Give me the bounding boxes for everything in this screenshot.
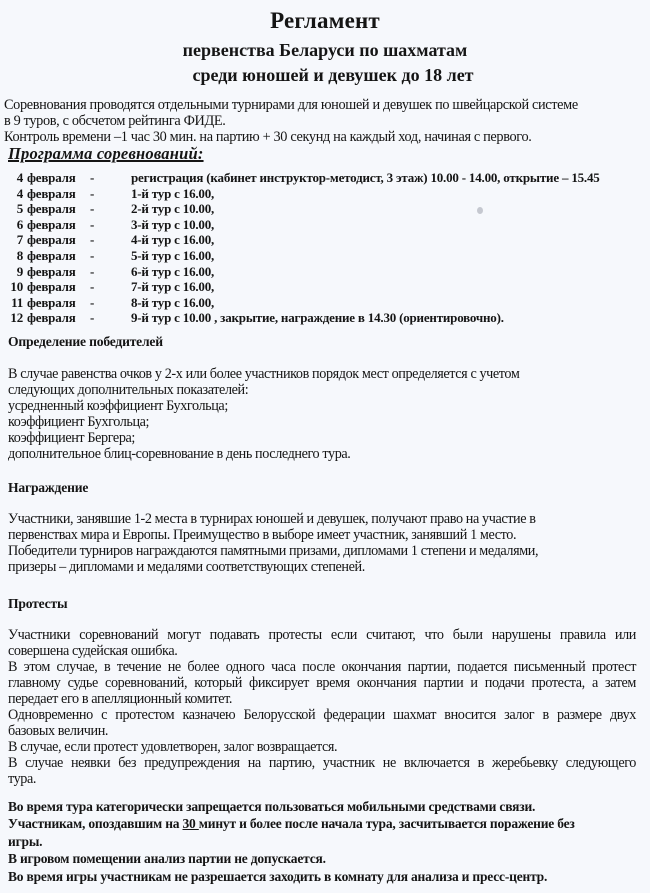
schedule-month: февраля [27,170,76,185]
schedule-event: 2-й тур с 10.00, [131,201,215,217]
winners-paragraph [8,366,638,462]
schedule-event: 3-й тур с 10.00, [131,216,215,232]
schedule-dash: - [90,263,95,279]
schedule-day: 7 [16,232,23,248]
schedule-dash: - [90,232,95,248]
schedule-dash: - [90,216,95,232]
schedule-row [0,232,650,248]
protests-line: главному судье соревнований, который фиксирует время окончания партии и подачи протеста, а затем [8,675,636,691]
schedule-row [0,248,650,264]
schedule-event: 9-й тур с 10.00 , закрытие, награждение в 14.30 (ориентировочно). [131,310,504,326]
schedule-dash: - [90,294,95,310]
schedule-event: 4-й тур с 16.00, [131,232,215,248]
awards-line: первенствах мира и Европы. Преимущество в выборе имеет участник, занявший 1 место. [8,527,517,543]
winners-line: дополнительное блиц-соревнование в день последнего тура. [8,446,351,462]
schedule-dash: - [90,247,95,263]
schedule-event: 5-й тур с 16.00, [131,247,215,263]
schedule-event: 7-й тур с 16.00, [131,279,215,295]
intro-line: Соревнования проводятся отдельными турнирами для юношей и девушек по швейцарской системе [4,97,578,113]
schedule-month: февраля [27,201,76,217]
awards-line: Победители турниров награждаются памятными призами, дипломами 1 степени и медалями, [8,543,539,559]
schedule-dash: - [90,310,95,326]
awards-line: призеры – дипломами и медалями соответствующих степеней. [8,559,365,575]
protests-paragraph [8,627,638,787]
protests-line: В случае неявки без предупреждения на партию, участник не включается в жеребьевку следующего [8,755,636,771]
schedule-day: 9 [16,263,23,279]
schedule-dash: - [90,170,95,185]
schedule-row [0,310,650,326]
schedule-row [0,186,650,202]
rule-line: Во время игры участникам не разрешается заходить в комнату для анализа и пресс-центр. [8,868,548,884]
schedule-event: 6-й тур с 16.00, [131,263,215,279]
schedule-row [0,217,650,233]
schedule-event: 1-й тур с 16.00, [131,185,215,201]
schedule-month: февраля [27,310,76,326]
rule-text: Участникам, опоздавшим на [8,816,183,832]
document-subtitle-line2: среди юношей и девушек до 18 лет [192,65,474,85]
protests-line: совершена судейская ошибка. [8,643,178,659]
schedule-row [0,295,650,311]
schedule-row [0,264,650,280]
rule-line [8,815,643,832]
intro-line: в 9 туров, с обсчетом рейтинга ФИДЕ. [4,113,226,129]
schedule-row [0,201,650,217]
schedule-list [0,170,650,326]
schedule-month: февраля [27,294,76,310]
intro-paragraph [4,97,644,145]
schedule-month: февраля [27,232,76,248]
intro-line: Контроль времени –1 час 30 мин. на партию + 30 секунд на каждый ход, начиная с первого. [4,129,532,145]
document-subtitle-line1: первенства Беларуси по шахматам [182,40,468,60]
winners-line: следующих дополнительных показателей: [8,382,249,398]
schedule-dash: - [90,201,95,217]
schedule-dash: - [90,185,95,201]
schedule-row [0,170,650,186]
schedule-month: февраля [27,185,76,201]
winners-line: усредненный коэффициент Бухгольца; [8,398,228,414]
schedule-day: 10 [10,279,23,295]
schedule-row [0,279,650,295]
protests-heading: Протесты [8,596,68,611]
protests-line: базовых величин. [8,723,109,739]
awards-paragraph [8,511,638,575]
protests-line: передает его в апелляционный комитет. [8,691,233,707]
schedule-day: 4 [16,185,23,201]
awards-heading: Награждение [8,480,89,495]
protests-line: Участники соревнований могут подавать протесты если считают, что были нарушены правила или [8,627,636,643]
schedule-month: февраля [27,263,76,279]
protests-line: Одновременно с протестом казначею Белорусской федерации шахмат вносится залог в размере двух [8,707,636,723]
rule-text: минут и более после начала тура, засчитывается поражение без [198,816,575,832]
protests-line: В случае, если протест удовлетворен, залог возвращается. [8,739,338,755]
awards-line: Участники, занявшие 1-2 места в турнирах юношей и девушек, получают право на участие в [8,511,536,527]
document-title: Регламент [270,8,380,33]
schedule-month: февраля [27,247,76,263]
schedule-day: 6 [16,216,23,232]
winners-line: коэффициент Бухгольца; [8,414,150,430]
winners-heading: Определение победителей [8,334,163,349]
schedule-dash: - [90,279,95,295]
schedule-day: 5 [16,201,23,217]
winners-line: коэффициент Бергера; [8,430,135,446]
schedule-month: февраля [27,216,76,232]
rule-line: Во время тура категорически запрещается пользоваться мобильными средствами связи. [8,799,536,814]
protests-line: В этом случае, в течение не более одного часа после окончания партии, подается письменный протест [8,659,636,675]
schedule-day: 12 [10,310,23,326]
schedule-event: регистрация (кабинет инструктор-методист, 3 этаж) 10.00 - 14.00, открытие – 15.45 [131,170,600,185]
rule-line: В игровом помещении анализ партии не допускается. [8,851,326,867]
rules-block [8,798,643,885]
schedule-day: 8 [16,247,23,263]
rule-line: игры. [8,833,43,849]
schedule-day: 11 [11,294,23,310]
program-heading: Программа соревнований: [8,144,204,163]
protests-line: тура. [8,771,37,787]
late-minutes-value: 30 [182,816,199,832]
schedule-event: 8-й тур с 16.00, [131,294,215,310]
winners-line: В случае равенства очков у 2-х или более участников порядок мест определяется с учетом [8,366,520,382]
schedule-month: февраля [27,279,76,295]
schedule-day: 4 [16,170,23,185]
